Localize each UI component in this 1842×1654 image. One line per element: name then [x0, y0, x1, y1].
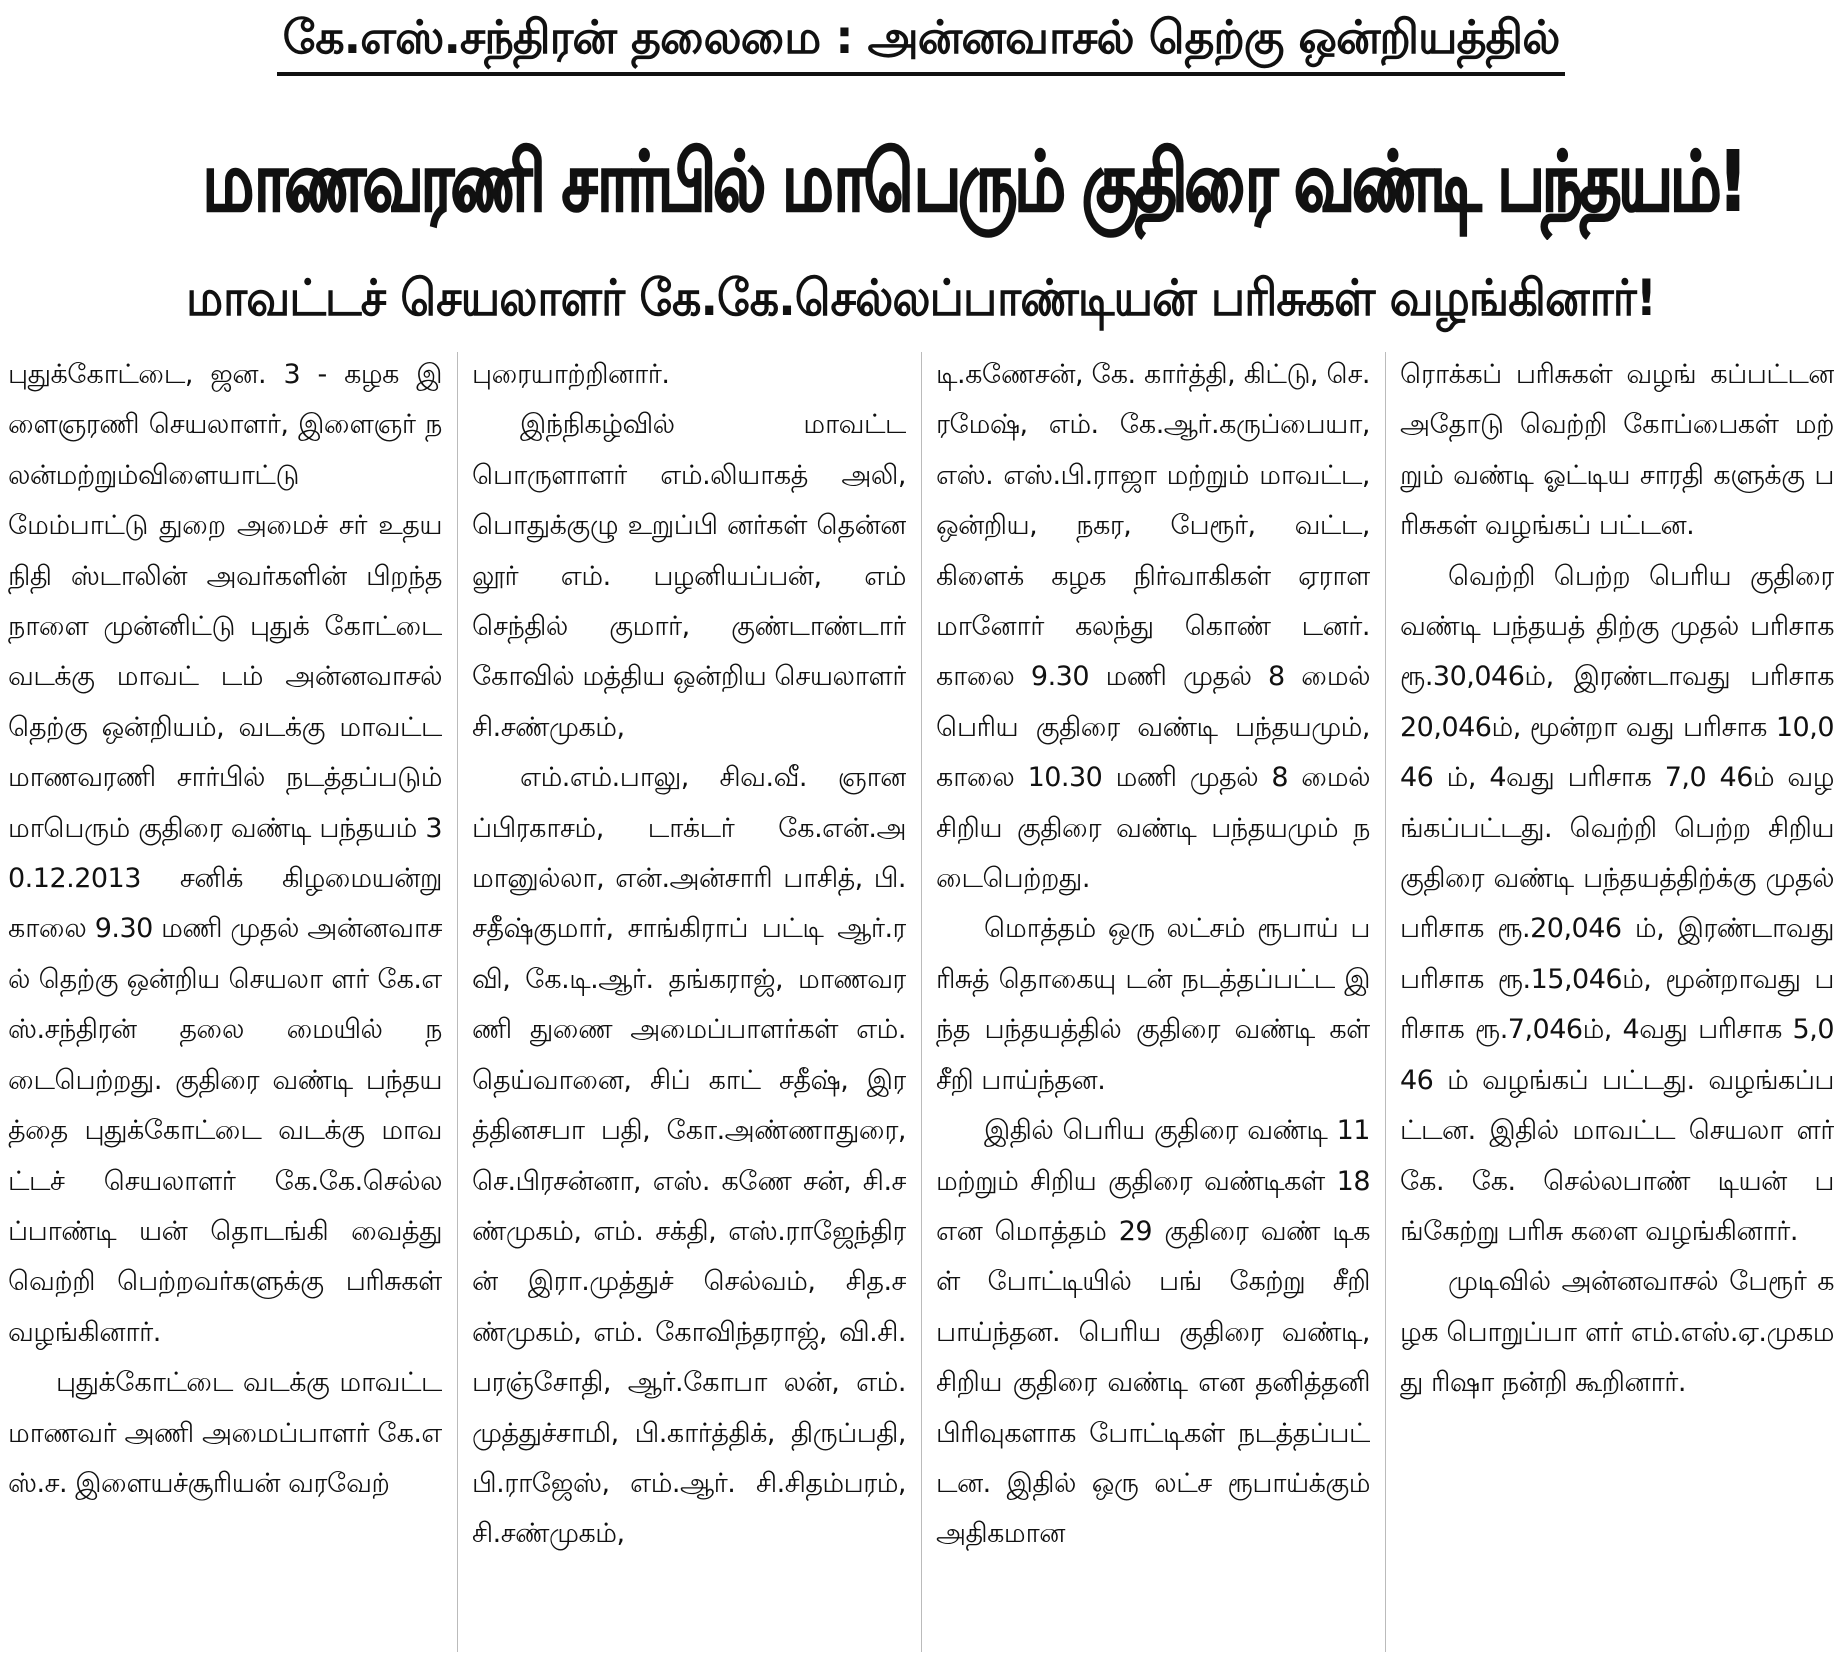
article-body: [8, 350, 1834, 1650]
paragraph: ரொக்கப் பரிசுகள் வழங் கப்பட்டன அதோடு வெற்றி கோப்பைகள் மற் றும் வண்டி ஓட்டிய சாரதி களுக்கு பரிசுகள் வழங்கப் பட்டன.: [1400, 359, 1834, 542]
kicker-container: [0, 6, 1842, 76]
article-column-3: [936, 350, 1370, 1650]
paragraph: மொத்தம் ஒரு லட்சம் ரூபாய் பரிசுத் தொகையு டன் நடத்தப்பட்ட இந்த பந்தயத்தில் குதிரை வண்டி கள் சீறி பாய்ந்தன.: [936, 913, 1370, 1096]
paragraph: இந்நிகழ்வில் மாவட்ட பொருளாளர் எம்.லியாகத் அலி, பொதுக்குழு உறுப்பி னர்கள் தென்னலூர் எம். பழனியப்பன், எம் செந்தில் குமார், குண்டாண்டார் கோவில் மத்திய ஒன்றிய செயலாளர் சி.சண்முகம்,: [472, 409, 906, 743]
subheadline: மாவட்டச் செயலாளர் கே.கே.செல்லப்பாண்டியன் பரிசுகள் வழங்கினார்!: [186, 269, 1656, 327]
paragraph: வெற்றி பெற்ற பெரிய குதிரை வண்டி பந்தயத் திற்கு முதல் பரிசாக ரூ.30,046ம், இரண்டாவது பரிசாக 20,046ம், மூன்றா வது பரிசாக 10,046 ம், 4வது பரிசாக 7,0 46ம் வழங்கப்பட்டது. வெற்றி பெற்ற சிறிய குதிரை வண்டி பந்தயத்திற்க்கு முதல் பரிசாக ரூ.20,046 ம், இரண்டாவது பரிசாக ரூ.15,046ம், மூன்றாவது பரிசாக ரூ.7,046ம், 4வது பரிசாக 5,046 ம் வழங்கப் பட்டது. வழங்கப்பட்டன. இதில் மாவட்ட செயலா ளர் கே. கே. செல்லபாண் டியன் பங்கேற்று பரிசு களை வழங்கினார்.: [1400, 560, 1834, 1247]
paragraph: டி.கணேசன், கே. கார்த்தி, கிட்டு, செ.ரமேஷ், எம். கே.ஆர்.கருப்பையா, எஸ். எஸ்.பி.ராஜா மற்றும் மாவட்ட, ஒன்றிய, நகர, பேரூர், வட்ட, கிளைக் கழக நிர்வாகிகள் ஏராள மானோர் கலந்து கொண் டனர். காலை 9.30 மணி முதல் 8 மைல் பெரிய குதிரை வண்டி பந்தயமும், காலை 10.30 மணி முதல் 8 மைல் சிறிய குதிரை வண்டி பந்தயமும் நடைபெற்றது.: [936, 359, 1370, 895]
paragraph: புரையாற்றினார்.: [472, 359, 670, 390]
article-column-1: [8, 350, 442, 1650]
article-column-2: [472, 350, 906, 1650]
paragraph: எம்.எம்.பாலு, சிவ.வீ. ஞானப்பிரகாசம், டாக்டர் கே.என்.அமானுல்லா, என்.அன்சாரி பாசித், பி. சதீஷ்குமார், சாங்கிராப் பட்டி ஆர்.ரவி, கே.டி.ஆர். தங்கராஜ், மாணவரணி துணை அமைப்பாளர்கள் எம். தெய்வானை, சிப் காட் சதீஷ், இரத்தினசபா பதி, கோ.அண்ணாதுரை, செ.பிரசன்னா, எஸ். கணே சன், சி.சண்முகம், எம். சக்தி, எஸ்.ராஜேந்திரன் இரா.முத்துச் செல்வம், சித.சண்முகம், எம். கோவிந்தராஜ், வி.சி. பரஞ்சோதி, ஆர்.கோபா லன், எம்.முத்துச்சாமி, பி.கார்த்திக், திருப்பதி, பி.ராஜேஸ், எம்.ஆர். சி.சிதம்பரம், சி.சண்முகம்,: [472, 762, 906, 1550]
paragraph: புதுக்கோட்டை, ஜன. 3 - கழக இளைஞரணி செயலாளர், இளைஞர் நலன்மற்றும்விளையாட்டு மேம்பாட்டு துறை அமைச் சர் உதயநிதி ஸ்டாலின் அவர்களின் பிறந்தநாளை முன்னிட்டு புதுக் கோட்டை வடக்கு மாவட் டம் அன்னவாசல் தெற்கு ஒன்றியம், வடக்கு மாவட்ட மாணவரணி சார்பில் நடத்தப்படும் மாபெரும் குதிரை வண்டி பந்தயம் 30.12.2013 சனிக் கிழமையன்று காலை 9.30 மணி முதல் அன்னவாசல் தெற்கு ஒன்றிய செயலா ளர் கே.எஸ்.சந்திரன் தலை மையில் நடைபெற்றது. குதிரை வண்டி பந்தயத்தை புதுக்கோட்டை வடக்கு மாவட்டச் செயலாளர் கே.கே.செல்லப்பாண்டி யன் தொடங்கி வைத்து வெற்றி பெற்றவர்களுக்கு பரிசுகள் வழங்கினார்.: [8, 359, 442, 1348]
article-column-4: [1400, 350, 1834, 1650]
paragraph: புதுக்கோட்டை வடக்கு மாவட்ட மாணவர் அணி அமைப்பாளர் கே.எஸ்.ச. இளையச்சூரியன் வரவேற்: [8, 1367, 442, 1499]
kicker-line: கே.எஸ்.சந்திரன் தலைமை : அன்னவாசல் தெற்கு ஒன்றியத்தில்: [277, 6, 1566, 76]
headline: மாணவரணி சார்பில் மாபெரும் குதிரை வண்டி பந்தயம்!: [202, 135, 1745, 230]
paragraph: முடிவில் அன்னவாசல் பேரூர் கழக பொறுப்பா ளர் எம்.எஸ்.ஏ.முகமது ரிஷா நன்றி கூறினார்.: [1400, 1266, 1834, 1399]
paragraph: இதில் பெரிய குதிரை வண்டி 11 மற்றும் சிறிய குதிரை வண்டிகள் 18 என மொத்தம் 29 குதிரை வண் டிகள் போட்டியில் பங் கேற்று சீறி பாய்ந்தன. பெரிய குதிரை வண்டி, சிறிய குதிரை வண்டி என தனித்தனி பிரிவுகளாக போட்டிகள் நடத்தப்பட் டன. இதில் ஒரு லட்ச ரூபாய்க்கும் அதிகமான: [936, 1115, 1370, 1550]
